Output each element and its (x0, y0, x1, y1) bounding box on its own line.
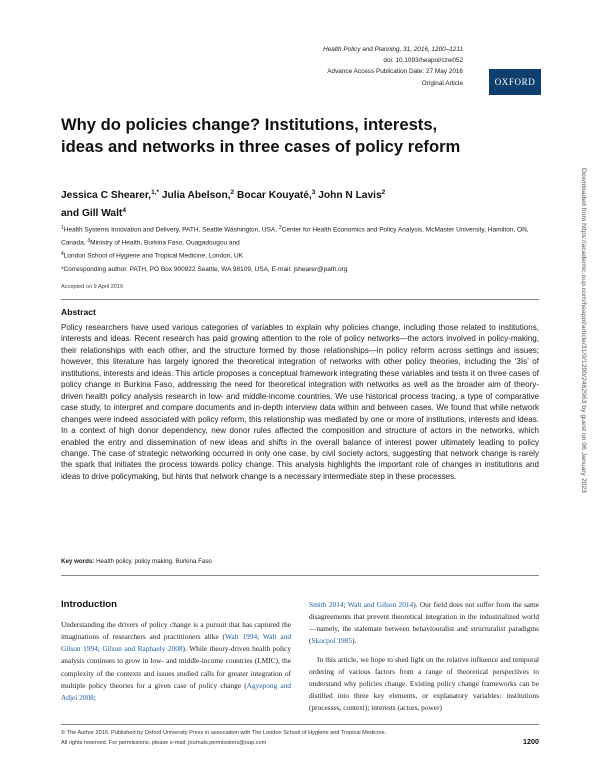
author: Jessica C Shearer,$^{1,*}$ (61, 189, 160, 201)
abstract-body: Policy researchers have used various categories of variables to explain why policies change, including those related to institutions, interests and ideas. Recent research has paid growing attention to the role of policy networks—the actors involved in policy-making, their relationships with each other, and the structure formed by those relationships—in policy reform across settings and issues; however, this literature has largely ignored the theoretical integration of networks with other policy theories, including the ‘3Is’ of institutions, interests and ideas. This article proposes a conceptual framework integrating these variables and tests it on three cases of policy change in Burkina Faso, addressing the need for theoretical integration with networks as well as the broader aim of theory-driven health policy analysis research in low- and middle-income countries. We use historical process tracing, a type of comparative case study, to interpret and compare documents and in-depth interview data within and between cases. We found that while network changes were indeed associated with policy reform, this relationship was mediated by one or more of institutions, interests and ideas. In a context of high donor dependency, new donor rules affected the composition and structure of actors in the networks, which enabled the entry and dissemination of new ideas and shifts in the overall balance of interest power ultimately leading to policy change. The case of strategic networking occurred in only one case, by civil society actors, suggesting that network change is rarely the spark that initiates the process towards policy change. This analysis highlights the important role of changes in institutions and ideas to drive policymaking, but hints that network change is a necessary intermediate step in these processes. (61, 323, 539, 481)
doi[interactable]: doi: 10.1093/heapol/czw052 (383, 57, 463, 65)
author: John N Lavis$^2$ (318, 189, 386, 201)
author-list (61, 185, 531, 221)
citation-link[interactable]: Walt 1994 (224, 632, 258, 642)
oxford-logo: OXFORD (489, 69, 541, 95)
citation-link[interactable]: Agyepong and Adjei 2008 (61, 680, 291, 702)
divider (61, 299, 539, 300)
keywords-label: Key words: (61, 558, 95, 565)
rights-line: All rights reserved. For permissions, please e-mail: journals.permissions@oup.com (61, 739, 267, 746)
download-watermark: Downloaded from https://academic.oup.com/heapol/article/31/9/1200/2462963 by guest on 06 January 2023 (580, 168, 587, 493)
article-type: Original Article (421, 79, 463, 87)
corresponding-author: *Corresponding author. PATH, PO Box 900922 Seattle, WA 98109, USA, E-mail: jshearer@path.org (61, 266, 348, 273)
author: and Gill Walt$^4$ (61, 207, 126, 219)
copyright-line: © The Author 2016. Published by Oxford University Press in association with The London School of Hygiene and Tropical Medicine. (61, 730, 387, 736)
accepted-date: Accepted on 9 April 2016 (61, 284, 124, 290)
divider (61, 724, 539, 725)
abstract-heading: Abstract (61, 307, 96, 317)
journal-citation: Health Policy and Planning, 31, 2016, 1200–1211 (323, 46, 463, 53)
intro-column-right (309, 599, 539, 714)
paragraph: Understanding the drivers of policy change is a pursuit that has captured the imaginations of researchers and practitioners alike (Walt 1994; Walt and Gilson 1994; Gilson and Raphaely 2008). While theory-driven health policy analysis continues to grow in low- and middle-income countries (LMIC), the complexity of the contexts and issues studied calls for greater integration of multiple policy theories for a given case of policy change (Agyepong and Adjei 2008; (61, 620, 292, 702)
citation-link[interactable]: Smith 2014 (309, 600, 344, 609)
author: Bocar Kouyaté,$^3$ (237, 189, 316, 201)
citation-link[interactable]: Walt and Gilson 2014 (347, 600, 414, 609)
copyright-footer (61, 729, 539, 748)
citation-link[interactable]: Walt and Gilson 1994 (61, 632, 292, 654)
keywords-text: Health policy, policy making, Burkina Faso (96, 558, 212, 565)
introduction-heading: Introduction (61, 599, 117, 610)
keywords (61, 558, 539, 565)
paragraph: Smith 2014; Walt and Gilson 2014). Our field does not suffer from the same disagreements that prevent theoretical integration in the industrialized world—namely, the stalemate between behaviouralist and structuralist paradigms (Skocpol 1985). (309, 600, 539, 646)
page-number: 1200 (523, 737, 539, 746)
citation-link[interactable]: Skocpol 1985 (311, 636, 353, 646)
divider (61, 575, 539, 576)
journal-header-info (163, 44, 463, 89)
author: Julia Abelson,$^2$ (161, 189, 235, 201)
citation-link[interactable]: Gilson and Raphaely 2008 (102, 644, 183, 654)
advance-access-date: Advance Access Publication Date: 27 May 2016 (327, 68, 463, 76)
paragraph: In this article, we hope to shed light on the relative influence and temporal ordering of various factors from a range of theoretical perspectives to understand why policies change. Existing policy change frameworks can be distilled into three key elements, or explanatory variables: institutions (processes, context); interests (actors, power) (309, 654, 539, 713)
affiliations: $^1$Health Systems Innovation and Delivery, PATH, Seattle Washington, USA, $^2$Center for Health Economics and Policy Analysis, McMaster University, Hamilton, ON, Canada, $^3$Ministry of Health, Burkina Faso, Ouagadougou and $^4$London School of Hygiene and Tropical Medicine, London, UK (61, 225, 529, 260)
intro-column-left (61, 619, 291, 704)
article-title: Why do policies change? Institutions, interests, ideas and networks in three cases of policy reform (61, 115, 461, 156)
